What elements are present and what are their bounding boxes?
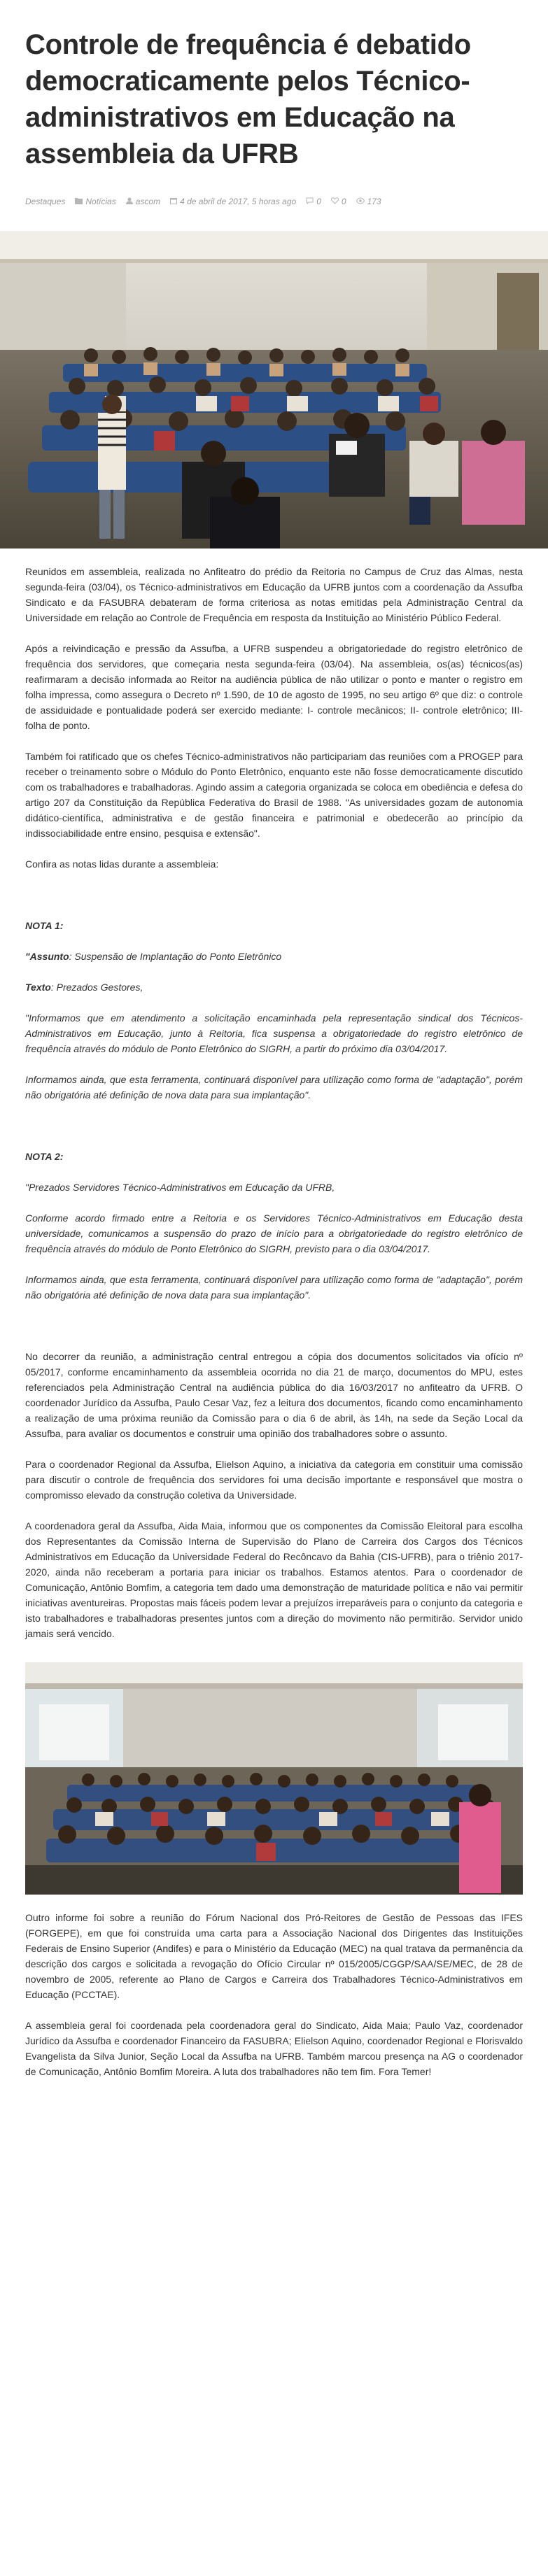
heart-icon: [331, 197, 339, 206]
subject-text: : Suspensão de Implantação do Ponto Eletrônico: [69, 951, 282, 962]
folder-icon: [75, 197, 83, 206]
category-link[interactable]: Destaques: [25, 197, 66, 206]
paragraph: Após a reivindicação e pressão da Assufba, a UFRB suspendeu a obrigatoriedade do registro eletrônico de frequência dos servidores, que começaria nesta segunda-feira (03/04). Na assembleia, os(as) técnicos(as) reafirmaram a decisão informada ao Reitor na audiência pública de não utilizar o ponto e manter o registro em folha impressa, como assegura o Decreto nº 1.590, de 10 de agosto de 1995, no seu artigo 6º que diz: o controle de assiduidade e pontualidade poderá ser exercido mediante: I- controle mecânicos; II- controle eletrônico; III-folha de ponto.: [25, 643, 523, 731]
article-meta: [0, 194, 548, 208]
note-2-body: Conforme acordo firmado entre a Reitoria e os Servidores Técnico-Administrativos em Educação desta universidade, comunicamos a suspensão do prazo de início para a obrigatoriedade do registro eletrônico de frequência através do módulo de Ponto Eletrônico do SIGRH, previsto para o dia 03/04/2017.: [25, 1212, 523, 1254]
date-text: 4 de abril de 2017, 5 horas ago: [180, 197, 297, 206]
eye-icon: [356, 197, 365, 206]
subject-label: "Assunto: [25, 951, 69, 962]
article-body-2: [0, 1910, 548, 2079]
note-1-text: [25, 979, 523, 995]
note-1-subject: [25, 949, 523, 964]
paragraph: A assembleia geral foi coordenada pela coordenadora geral do Sindicato, Aida Maia; Paulo Vaz, coordenador Jurídico da Assufba e coordenador Financeiro da FASUBRA; Elielson Aquino, coordenador Regional e Florisvaldo Evangelista da Silva Junior, Seção Local da Assufba na UFRB. Também marcou presença na AG o coordenador de Comunicação, Antônio Bomfim Moreira. A luta dos trabalhadores não tem fim. Fora Temer!: [25, 2020, 523, 2077]
article-title: Controle de frequência é debatido democraticamente pelos Técnico-administrativos em Educação na assembleia da UFRB: [25, 29, 471, 169]
category-destaques[interactable]: [25, 197, 65, 206]
note-2-heading: NOTA 2:: [25, 1151, 64, 1162]
note-2-body: Informamos ainda, que esta ferramenta, continuará disponível para utilização como forma de "adaptação", porém não obrigatória até definição de nova data para sua implantação".: [25, 1274, 523, 1301]
article-body: [0, 564, 548, 1641]
category-link[interactable]: Notícias: [85, 197, 116, 206]
assembly-photo: [0, 231, 548, 549]
views-count: [356, 197, 381, 206]
paragraph: No decorrer da reunião, a administração central entregou a cópia dos documentos solicitados via ofício nº 05/2017, conforme encaminhamento da assembleia ocorrida no dia 21 de março, documentos do MPU, estes referenciados pela Administração Central na audiência pública do dia 16/03/2017 no anfiteatro da UFRB. O coordenador Jurídico da Assufba, Paulo Cesar Vaz, fez a leitura dos documentos, ficando como encaminhamento a realização de uma próxima reunião da Comissão para o dia 6 de abril, às 14h, na sede da Seção Local da Assufba, para avaliar os documentos e construir uma opinião dos trabalhadores sobre o assunto.: [25, 1351, 523, 1439]
comments-count[interactable]: [306, 197, 321, 206]
text-text: : Prezados Gestores,: [50, 982, 143, 993]
user-icon: [126, 197, 133, 206]
paragraph: Reunidos em assembleia, realizada no Anfiteatro do prédio da Reitoria no Campus de Cruz das Almas, nesta segunda-feira (03/04), os Técnico-administrativos em Educação da UFRB juntos com a coordenação da Assufba Sindicato e da FASUBRA debateram de forma criteriosa as notas emitidas pela Administração Central da Universidade em relação ao Controle de Frequência em resposta da Instituição ao Ministério Público Federal.: [25, 566, 523, 623]
paragraph: Para o coordenador Regional da Assufba, Elielson Aquino, a iniciativa da categoria em constituir uma comissão para discutir o controle de frequência dos servidores foi uma decisão importante e responsável que mostra o compromisso elevado da construção coletiva da Universidade.: [25, 1459, 523, 1501]
publish-date: [170, 197, 296, 206]
comment-icon: [306, 197, 314, 206]
comments-value: 0: [316, 197, 321, 206]
likes-value: 0: [341, 197, 346, 206]
assembly-photo-2: [25, 1662, 523, 1895]
author[interactable]: [126, 197, 160, 206]
views-value: 173: [367, 197, 381, 206]
note-1-body: Informamos ainda, que esta ferramenta, continuará disponível para utilização como forma de "adaptação", porém não obrigatória até definição de nova data para sua implantação".: [25, 1074, 523, 1101]
author-link[interactable]: ascom: [135, 197, 161, 206]
paragraph: Outro informe foi sobre a reunião do Fórum Nacional dos Pró-Reitores de Gestão de Pessoas das IFES (FORGEPE), em que foi construída uma carta para a Associação Nacional dos Dirigentes das Instituições Federais de Ensino Superior (Andifes) e para o Ministério da Educação (MEC) na qual tratava da permanência da descrição dos cargos e solicitada a revogação do Ofício Circular nº 015/2005/CGGP/SAA/SE/MEC, de 28 de novembro de 2005, referente ao Plano de Cargos e Carreira dos Trabalhadores Técnico-Administrativos em Educação (PCCTAE).: [25, 1912, 523, 2000]
text-label: Texto: [25, 982, 51, 993]
note-2-greeting: "Prezados Servidores Técnico-Administrativos em Educação da UFRB,: [25, 1182, 335, 1193]
likes-count[interactable]: [331, 197, 346, 206]
paragraph: Confira as notas lidas durante a assembleia:: [25, 858, 219, 870]
paragraph: A coordenadora geral da Assufba, Aida Maia, informou que os componentes da Comissão Eleitoral para escolha dos Representantes da Comissão Interna de Supervisão do Plano de Carreira dos Cargos dos Técnicos Administrativos em Educação da Universidade Federal do Recôncavo da Bahia (CIS-UFRB), para o triênio 2017-2020, ainda não receberam a portaria para iniciar os trabalhos. Estamos atentos. Para o coordenador de Comunicação, Antônio Bomfim, a categoria tem dado uma demonstração de maturidade política e não vai permitir iniciativas aventureiras. Propostas mais fáceis podem levar a prejuízos irreparáveis para o conjunto da categoria e isto trabalhadores e trabalhadoras presentes juntos com a direção do movimento não permitirão. Servidor unido jamais será vencido.: [25, 1520, 523, 1639]
category-noticias[interactable]: [75, 197, 115, 206]
calendar-icon: [170, 197, 177, 206]
paragraph: Também foi ratificado que os chefes Técnico-administrativos não participariam das reuniões com a PROGEP para receber o treinamento sobre o Módulo do Ponto Eletrônico, enquanto este não fosse democraticamente discutido com os trabalhadores e trabalhadoras. Agindo assim a categoria organizada se coloca em obediência e defesa do artigo 207 da Constituição da República Federativa do Brasil de 1988. "As universidades gozam de autonomia didático-científica, administrativa e de gestão financeira e patrimonial e obedecerão ao princípio da indissociabilidade entre ensino, pesquisa e extensão".: [25, 751, 523, 839]
note-1-body: "Informamos que em atendimento a solicitação encaminhada pela representação sindical dos Técnicos-Administrativos em Educação, junto à Reitoria, fica suspensa a obrigatoriedade do registro eletrônico de frequência através do módulo de Ponto Eletrônico do SIGRH, a partir do próximo dia 03/04/2017.: [25, 1012, 523, 1054]
note-1-heading: NOTA 1:: [25, 920, 64, 931]
